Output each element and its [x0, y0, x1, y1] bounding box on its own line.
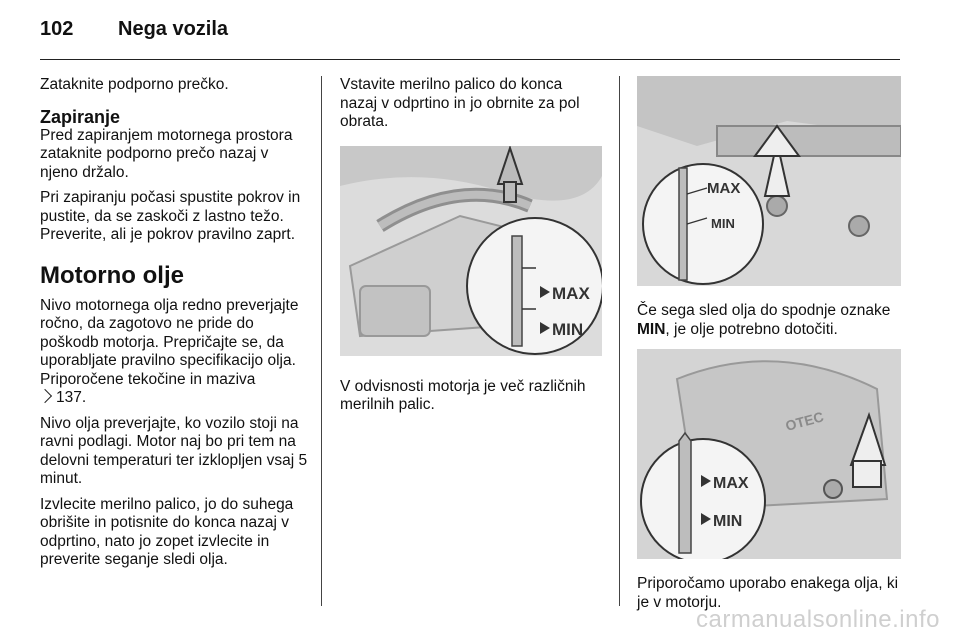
dipstick-variants-text: V odvisnosti motorja je več različnih merilnih palic.	[340, 377, 586, 413]
min-mark-label: MIN	[711, 216, 735, 231]
min-level-text-pre: Če sega sled olja do spodnje oznake	[637, 302, 891, 319]
engine-badge: OTEC	[783, 408, 826, 434]
oil-paragraph-1	[40, 297, 308, 408]
insert-dipstick-text: Vstavite merilno palico do konca nazaj v odprtino in jo obrnite za pol obrata.	[340, 76, 580, 130]
column-1	[40, 76, 308, 577]
same-oil-text: Priporočamo uporabo enakega olja, ki je v motorju.	[637, 575, 899, 611]
oil-paragraph-3: Izvlecite merilno palico, jo do suhega obrišite in potisnite do konca nazaj v odprtino, nato jo zopet izvlecite in preverite seganje sledi olja.	[40, 495, 294, 568]
closing-paragraph-1: Pred zapiranjem motornega prostora zataknite podporno prečo nazaj v njeno držalo.	[40, 126, 293, 181]
oil-paragraph-2: Nivo olja preverjajte, ko vozilo stoji na ravni podlagi. Motor naj bo pri tem na delovni temperaturi ter izklopljen vsaj 5 minut.	[40, 414, 308, 487]
min-level-keyword: MIN	[637, 320, 666, 338]
column-divider	[619, 76, 620, 606]
min-mark-label: MIN	[713, 513, 743, 530]
oil-paragraph-1-text: Nivo motornega olja redno preverjajte ročno, da zagotovo ne pride do poškodb motorja. Prepričajte se, da uporabljate pravilno specifikacijo olja. Priporočene tekočine in maziva	[40, 296, 299, 388]
watermark: carmanualsonline.info	[696, 606, 940, 633]
closing-heading: Zapiranje	[40, 106, 121, 127]
column-divider	[321, 76, 322, 606]
column-3	[637, 76, 901, 619]
page-number: 102	[40, 18, 74, 40]
max-mark-label: MAX	[707, 180, 741, 197]
page-reference-link[interactable]: 137.	[56, 389, 87, 406]
page-header	[40, 18, 900, 50]
dipstick-figure-2	[637, 76, 901, 286]
closing-paragraph-2: Pri zapiranju počasi spustite pokrov in pustite, da se zaskoči z lastno težo. Preverite, ali je pokrov pravilno zaprt.	[40, 189, 301, 243]
max-mark-label: MAX	[552, 283, 590, 303]
min-level-text-post: , je olje potrebno dotočiti.	[665, 320, 838, 338]
oil-heading: Motorno olje	[40, 261, 184, 289]
dipstick-figure-3	[637, 349, 901, 559]
min-level-text	[637, 302, 901, 339]
dipstick-figure-1	[340, 146, 602, 356]
min-mark-label: MIN	[552, 319, 584, 339]
header-rule	[40, 59, 900, 60]
chapter-title: Nega vozila	[118, 18, 229, 40]
max-mark-label: MAX	[713, 475, 749, 492]
page-ref-icon	[38, 389, 52, 403]
intro-text: Zataknite podporno prečko.	[40, 76, 229, 93]
column-2	[340, 76, 602, 422]
